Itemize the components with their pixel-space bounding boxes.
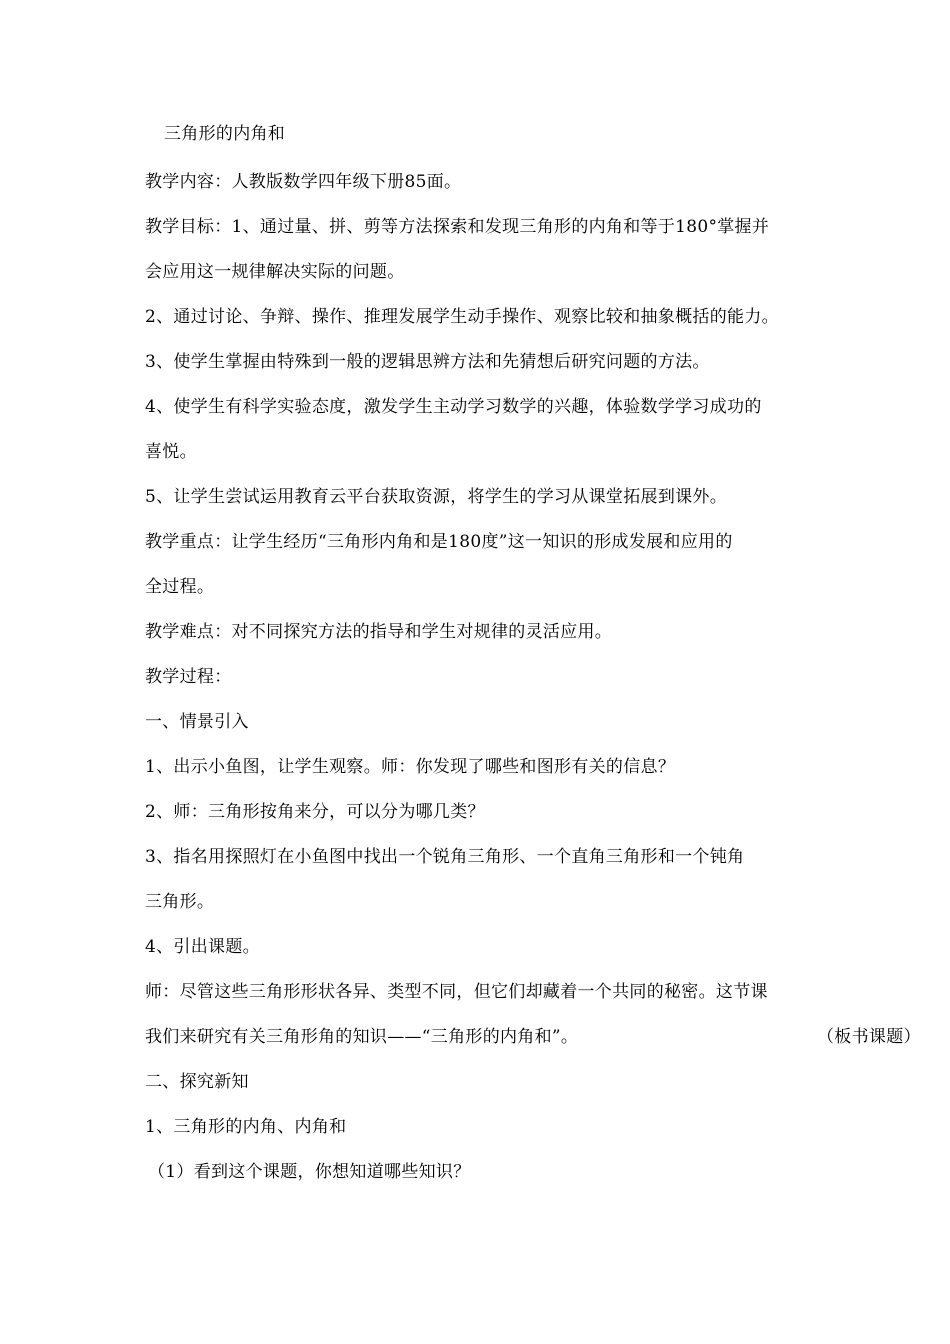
teaching-goal-line-1: 教学目标：1、通过量、拼、剪等方法探索和发现三角形的内角和等于180°掌握并 <box>145 217 770 237</box>
goal-4-line-1: 4、使学生有科学实验态度，激发学生主动学习数学的兴趣，体验数学学习成功的 <box>145 397 762 417</box>
step-2: 2、师：三角形按角来分，可以分为哪几类？ <box>145 802 485 822</box>
step-3-line-1: 3、指名用探照灯在小鱼图中找出一个锐角三角形、一个直角三角形和一个钝角 <box>145 847 745 867</box>
teaching-content: 教学内容：人教版数学四年级下册85面。 <box>145 172 462 192</box>
teacher-remark-line-1: 师：尽管这些三角形形状各异、类型不同，但它们却藏着一个共同的秘密。这节课 <box>145 982 768 1002</box>
teacher-remark-line-2 <box>145 1026 921 1048</box>
question-1: （1）看到这个课题，你想知道哪些知识？ <box>148 1162 471 1182</box>
teaching-goal-line-2: 会应用这一规律解决实际的问题。 <box>145 262 405 282</box>
step-1: 1、出示小鱼图，让学生观察。师：你发现了哪些和图形有关的信息？ <box>145 757 676 777</box>
goal-4-line-2: 喜悦。 <box>145 442 197 462</box>
goal-5: 5、让学生尝试运用教育云平台获取资源，将学生的学习从课堂拓展到课外。 <box>145 487 728 507</box>
goal-3: 3、使学生掌握由特殊到一般的逻辑思辨方法和先猜想后研究问题的方法。 <box>145 352 710 372</box>
goal-2: 2、通过讨论、争辩、操作、推理发展学生动手操作、观察比较和抽象概括的能力。 <box>145 307 779 327</box>
key-point-line-1: 教学重点：让学生经历“三角形内角和是180度”这一知识的形成发展和应用的 <box>145 532 733 552</box>
teaching-process-heading: 教学过程： <box>145 667 232 687</box>
subsection-1-heading: 1、三角形的内角、内角和 <box>145 1117 347 1137</box>
step-4: 4、引出课题。 <box>145 937 260 957</box>
key-point-line-2: 全过程。 <box>145 577 215 597</box>
step-3-line-2: 三角形。 <box>145 892 215 912</box>
teacher-remark-text: 我们来研究有关三角形角的知识——“三角形的内角和”。 <box>145 1027 579 1047</box>
document-title: 三角形的内角和 <box>164 124 286 144</box>
section-1-heading: 一、情景引入 <box>145 712 249 732</box>
section-2-heading: 二、探究新知 <box>145 1072 249 1092</box>
difficult-point: 教学难点：对不同探究方法的指导和学生对规律的灵活应用。 <box>145 622 613 642</box>
board-title-note: （板书课题） <box>817 1027 921 1047</box>
